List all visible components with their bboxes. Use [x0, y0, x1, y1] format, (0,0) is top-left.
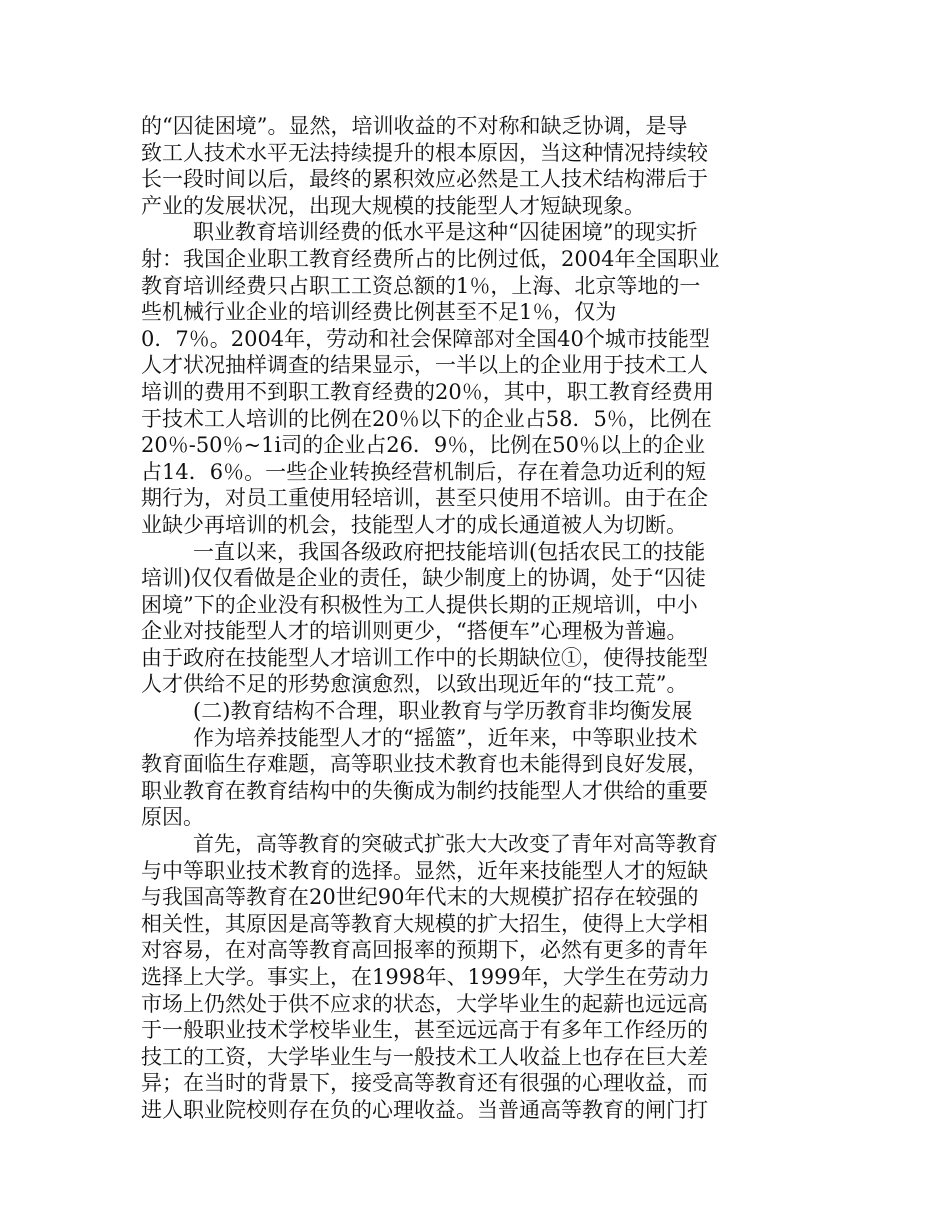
text-line: 原因。: [141, 805, 204, 830]
text-line: 进人职业院校则存在负的心理收益。当普通高等教育的闸门打: [141, 1097, 708, 1122]
text-line: 职业教育在教育结构中的失衡成为制约技能型人才供给的重要: [141, 778, 708, 803]
text-line: 异；在当时的背景下，接受高等教育还有很强的心理收益，而: [141, 1071, 708, 1096]
text-line: 占14．6％。一些企业转换经营机制后，存在着急功近利的短: [141, 459, 707, 484]
text-line: 技工的工资，大学毕业生与一般技术工人收益上也存在巨大差: [141, 1044, 708, 1069]
text-line: 教育面临生存难题，高等职业技术教育也未能得到良好发展，: [141, 752, 708, 777]
text-line: 于一般职业技术学校毕业生，甚至远远高于有多年工作经历的: [141, 1018, 708, 1043]
text-line: 困境”下的企业没有积极性为工人提供长期的正规培训，中小: [141, 592, 698, 617]
text-line: 人才供给不足的形势愈演愈烈，以致出现近年的“技工荒”。: [141, 672, 688, 697]
text-line: 市场上仍然处于供不应求的状态，大学毕业生的起薪也远远高: [141, 991, 708, 1016]
text-line: 业缺少再培训的机会，技能型人才的成长通道被人为切断。: [141, 512, 687, 537]
text-line: 的“囚徒困境”。显然，培训收益的不对称和缺乏协调，是导: [141, 114, 688, 138]
text-line: 企业对技能型人才的培训则更少，“搭便车”心理极为普遍。: [141, 619, 688, 644]
section-heading: (二)教育结构不合理，职业教育与学历教育非均衡发展: [193, 699, 693, 724]
paragraph-start-line: 职业教育培训经费的低水平是这种“囚徒困境”的现实折: [193, 220, 698, 245]
text-line: 射：我国企业职工教育经费所占的比例过低，2004年全国职业: [141, 246, 720, 271]
text-line: 致工人技术水平无法持续提升的根本原因，当这种情况持续较: [141, 140, 708, 165]
text-line: 与中等职业技术教育的选择。显然，近年来技能型人才的短缺: [141, 858, 708, 883]
text-line: 于技术工人培训的比例在20％以下的企业占58．5％，比例在: [141, 406, 712, 431]
text-line: 产业的发展状况，出现大规模的技能型人才短缺现象。: [141, 193, 645, 218]
text-line: 对容易，在对高等教育高回报率的预期下，必然有更多的青年: [141, 938, 708, 963]
text-line: 由于政府在技能型人才培训工作中的长期缺位①，使得技能型: [141, 645, 708, 670]
text-line: 0．7％。2004年，劳动和社会保障部对全国40个城市技能型: [141, 326, 710, 351]
body-text: [141, 113, 741, 1124]
text-line: 与我国高等教育在20世纪90年代末的大规模扩招存在较强的: [141, 885, 699, 910]
paragraph-start-line: 一直以来，我国各级政府把技能培训(包括农民工的技能: [193, 539, 706, 564]
text-line: 些机械行业企业的培训经费比例甚至不足1％，仅为: [141, 300, 617, 325]
text-line: 培训的费用不到职工教育经费的20％，其中，职工教育经费用: [141, 379, 714, 404]
paragraph-start-line: 首先，高等教育的突破式扩张大大改变了青年对高等教育: [193, 832, 718, 857]
text-line: 教育培训经费只占职工工资总额的1％，上海、北京等地的一: [141, 273, 701, 298]
text-line: 人才状况抽样调查的结果显示，一半以上的企业用于技术工人: [141, 353, 708, 378]
paragraph-start-line: 作为培养技能型人才的“摇篮”，近年来，中等职业技术: [193, 725, 698, 750]
text-line: 培训)仅仅看做是企业的责任，缺少制度上的协调，处于“囚徒: [141, 566, 706, 591]
text-line: 相关性，其原因是高等教育大规模的扩大招生，使得上大学相: [141, 911, 708, 936]
text-line: 长一段时间以后，最终的累积效应必然是工人技术结构滞后于: [141, 167, 708, 192]
text-line: 20％-50％~1i司的企业占26．9％，比例在50％以上的企业: [141, 433, 706, 458]
text-line: 期行为，对员工重使用轻培训，甚至只使用不培训。由于在企: [141, 486, 708, 511]
text-line: 选择上大学。事实上，在1998年、1999年，大学生在劳动力: [141, 965, 710, 989]
